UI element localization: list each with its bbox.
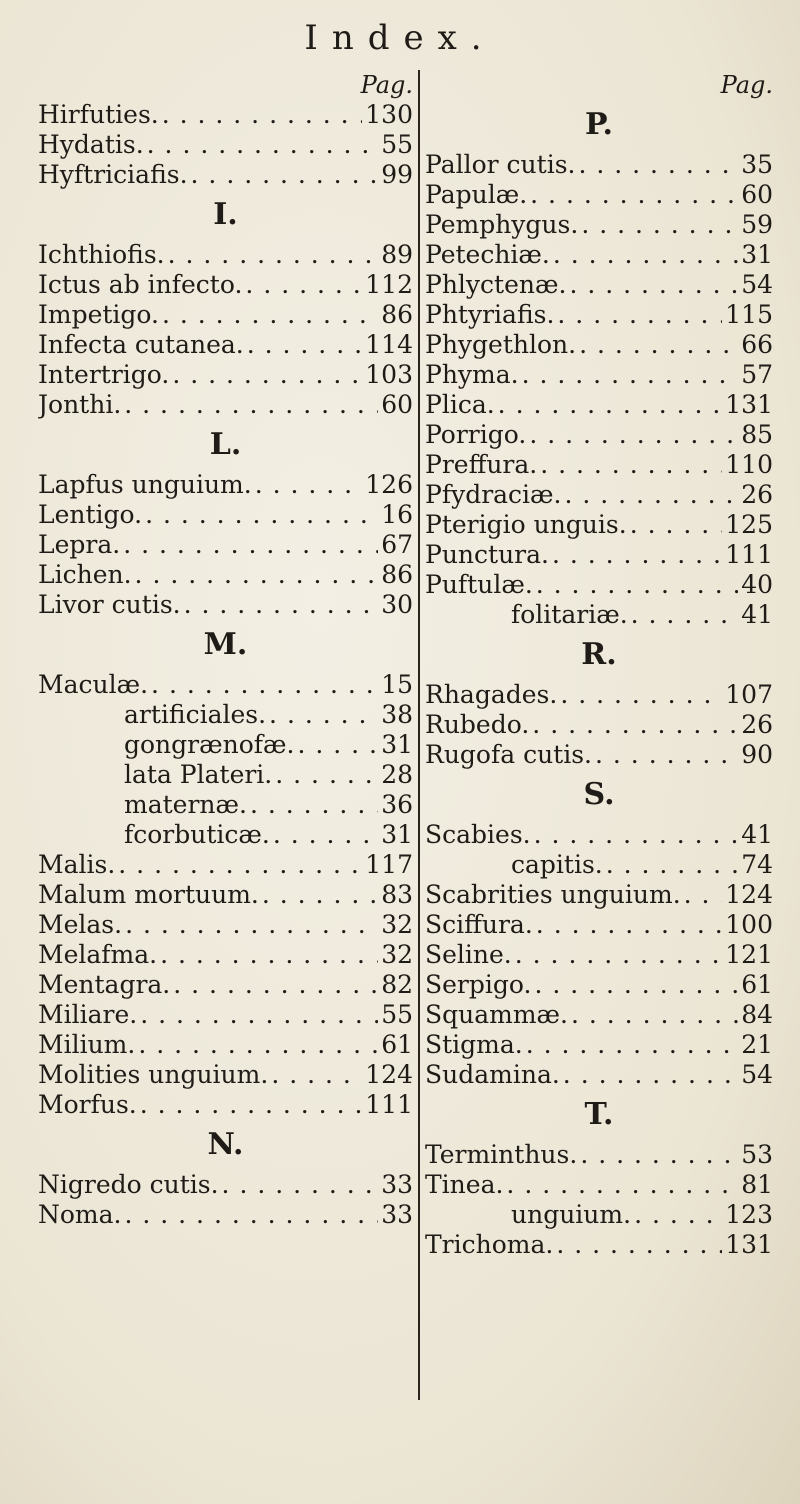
index-entry bbox=[425, 510, 773, 540]
page-column-label: Pag. bbox=[360, 71, 413, 99]
entry-page-number: 31 bbox=[741, 240, 773, 269]
index-entry bbox=[425, 480, 773, 510]
entry-page-number: 54 bbox=[741, 1060, 773, 1089]
entry-page-number: 100 bbox=[725, 910, 773, 939]
index-entry bbox=[38, 100, 413, 130]
index-entry bbox=[38, 300, 413, 330]
dot-leader bbox=[147, 130, 379, 160]
dot-leader bbox=[222, 1170, 379, 1200]
dot-leader bbox=[275, 760, 378, 790]
entry-page-number: 121 bbox=[725, 940, 773, 969]
index-entry bbox=[38, 1170, 413, 1200]
dot-leader bbox=[125, 910, 378, 940]
entry-term: Phtyriafis. bbox=[425, 300, 555, 329]
entry-term: Morfus. bbox=[38, 1090, 137, 1119]
entry-term: Tinea. bbox=[425, 1170, 504, 1199]
entry-page-number: 111 bbox=[365, 1090, 413, 1119]
entry-term: Preffura. bbox=[425, 450, 538, 479]
entry-page-number: 28 bbox=[381, 760, 413, 789]
entry-term: Lichen. bbox=[38, 560, 132, 589]
index-list-left bbox=[38, 100, 413, 1230]
dot-leader bbox=[124, 1200, 378, 1230]
entry-page-number: 89 bbox=[381, 240, 413, 269]
entry-page-number: 86 bbox=[381, 560, 413, 589]
index-entry bbox=[425, 300, 773, 330]
entry-page-number: 110 bbox=[725, 450, 773, 479]
dot-leader bbox=[522, 360, 739, 390]
entry-term: Phygethlon. bbox=[425, 330, 577, 359]
index-entry bbox=[425, 1170, 773, 1200]
entry-term: Lapfus unguium. bbox=[38, 470, 252, 499]
index-entry bbox=[425, 1000, 773, 1030]
entry-page-number: 74 bbox=[741, 850, 773, 879]
dot-leader bbox=[262, 880, 378, 910]
entry-page-number: 38 bbox=[381, 700, 413, 729]
dot-leader bbox=[135, 560, 379, 590]
entry-page-number: 130 bbox=[365, 100, 413, 129]
dot-leader bbox=[560, 680, 722, 710]
entry-term: Miliare. bbox=[38, 1000, 138, 1029]
entry-page-number: 111 bbox=[725, 540, 773, 569]
dot-leader bbox=[118, 850, 362, 880]
entry-term: Pallor cutis. bbox=[425, 150, 576, 179]
dot-leader bbox=[271, 1060, 362, 1090]
entry-term: Rubedo. bbox=[425, 710, 530, 739]
dot-leader bbox=[162, 100, 363, 130]
index-entry bbox=[425, 940, 773, 970]
entry-page-number: 131 bbox=[725, 1230, 773, 1259]
entry-term: Serpigo. bbox=[425, 970, 532, 999]
entry-term: Molities unguium. bbox=[38, 1060, 269, 1089]
entry-term: Impetigo. bbox=[38, 300, 159, 329]
entry-term: Lepra. bbox=[38, 530, 121, 559]
index-entry bbox=[38, 240, 413, 270]
entry-page-number: 126 bbox=[365, 470, 413, 499]
dot-leader bbox=[140, 1090, 363, 1120]
entry-term: Phlyctenæ. bbox=[425, 270, 567, 299]
dot-leader bbox=[172, 360, 362, 390]
index-entry bbox=[425, 740, 773, 770]
entry-page-number: 33 bbox=[381, 1170, 413, 1199]
entry-page-number: 114 bbox=[365, 330, 413, 359]
index-entry bbox=[38, 590, 413, 620]
dot-leader bbox=[684, 880, 723, 910]
index-subentry bbox=[38, 790, 413, 820]
index-subentry bbox=[425, 1200, 773, 1230]
dot-leader bbox=[634, 1200, 722, 1230]
index-entry bbox=[425, 210, 773, 240]
dot-leader bbox=[552, 540, 722, 570]
index-subentry bbox=[425, 850, 773, 880]
index-entry bbox=[425, 150, 773, 180]
entry-page-number: 31 bbox=[381, 730, 413, 759]
index-column-left bbox=[38, 70, 413, 1230]
dot-leader bbox=[526, 1030, 738, 1060]
index-entry bbox=[425, 910, 773, 940]
entry-term: Malis. bbox=[38, 850, 116, 879]
entry-term: Punctura. bbox=[425, 540, 549, 569]
dot-leader bbox=[184, 590, 379, 620]
entry-term: Pterigio unguis. bbox=[425, 510, 627, 539]
entry-term: Melafma. bbox=[38, 940, 158, 969]
entry-term: unguium. bbox=[511, 1200, 632, 1229]
entry-page-number: 124 bbox=[365, 1060, 413, 1089]
entry-page-number: 41 bbox=[741, 600, 773, 629]
index-entry bbox=[425, 540, 773, 570]
dot-leader bbox=[578, 150, 738, 180]
entry-term: maternæ. bbox=[124, 790, 247, 819]
index-entry bbox=[425, 450, 773, 480]
index-entry bbox=[425, 570, 773, 600]
dot-leader bbox=[297, 730, 378, 760]
entry-page-number: 117 bbox=[365, 850, 413, 879]
entry-page-number: 84 bbox=[741, 1000, 773, 1029]
dot-leader bbox=[557, 300, 722, 330]
dot-leader bbox=[529, 420, 738, 450]
entry-term: folitariæ. bbox=[511, 600, 628, 629]
section-letter: N. bbox=[207, 1127, 244, 1162]
entry-term: Malum mortuum. bbox=[38, 880, 259, 909]
entry-page-number: 90 bbox=[741, 740, 773, 769]
entry-page-number: 30 bbox=[381, 590, 413, 619]
entry-term: Phyma. bbox=[425, 360, 519, 389]
index-subentry bbox=[425, 600, 773, 630]
dot-leader bbox=[191, 160, 379, 190]
entry-term: Livor cutis. bbox=[38, 590, 181, 619]
section-letter: S. bbox=[583, 777, 615, 812]
entry-page-number: 125 bbox=[725, 510, 773, 539]
entry-page-number: 32 bbox=[381, 940, 413, 969]
dot-leader bbox=[565, 480, 739, 510]
dot-leader bbox=[123, 530, 378, 560]
entry-page-number: 61 bbox=[381, 1030, 413, 1059]
index-entry bbox=[425, 330, 773, 360]
entry-page-number: 53 bbox=[741, 1140, 773, 1169]
index-entry bbox=[425, 820, 773, 850]
entry-term: Maculæ. bbox=[38, 670, 149, 699]
dot-leader bbox=[631, 600, 739, 630]
index-entry bbox=[425, 1140, 773, 1170]
index-entry bbox=[425, 360, 773, 390]
entry-page-number: 21 bbox=[741, 1030, 773, 1059]
dot-leader bbox=[168, 240, 379, 270]
entry-term: Puftulæ. bbox=[425, 570, 533, 599]
entry-term: Hyftriciafis. bbox=[38, 160, 188, 189]
entry-page-number: 115 bbox=[725, 300, 773, 329]
entry-term: Scabies. bbox=[425, 820, 531, 849]
entry-page-number: 103 bbox=[365, 360, 413, 389]
dot-leader bbox=[145, 500, 378, 530]
dot-leader bbox=[553, 240, 738, 270]
index-entry bbox=[38, 530, 413, 560]
entry-page-number: 124 bbox=[725, 880, 773, 909]
entry-term: Intertrigo. bbox=[38, 360, 170, 389]
entry-term: Pfydraciæ. bbox=[425, 480, 562, 509]
entry-page-number: 66 bbox=[741, 330, 773, 359]
dot-leader bbox=[173, 970, 378, 1000]
index-entry bbox=[425, 1060, 773, 1090]
dot-leader bbox=[571, 1000, 738, 1030]
entry-page-number: 107 bbox=[725, 680, 773, 709]
dot-leader bbox=[530, 180, 738, 210]
entry-term: Lentigo. bbox=[38, 500, 143, 529]
index-entry bbox=[425, 240, 773, 270]
entry-term: Seline. bbox=[425, 940, 512, 969]
entry-page-number: 86 bbox=[381, 300, 413, 329]
dot-leader bbox=[606, 850, 738, 880]
index-subentry bbox=[38, 730, 413, 760]
entry-term: Infecta cutanea. bbox=[38, 330, 244, 359]
dot-leader bbox=[540, 450, 722, 480]
entry-page-number: 82 bbox=[381, 970, 413, 999]
entry-term: Hirfuties. bbox=[38, 100, 159, 129]
index-entry bbox=[425, 880, 773, 910]
entry-page-number: 131 bbox=[725, 390, 773, 419]
entry-page-number: 99 bbox=[381, 160, 413, 189]
index-entry bbox=[38, 670, 413, 700]
entry-term: Papulæ. bbox=[425, 180, 528, 209]
index-subentry bbox=[38, 820, 413, 850]
index-entry bbox=[38, 880, 413, 910]
section-letter: L. bbox=[209, 427, 242, 462]
dot-leader bbox=[245, 270, 362, 300]
index-entry bbox=[425, 680, 773, 710]
index-list-right bbox=[425, 100, 773, 1260]
entry-term: Noma. bbox=[38, 1200, 122, 1229]
index-entry bbox=[425, 1230, 773, 1260]
entry-term: Petechiæ. bbox=[425, 240, 550, 269]
index-entry bbox=[38, 560, 413, 590]
dot-leader bbox=[534, 970, 738, 1000]
dot-leader bbox=[581, 210, 738, 240]
dot-leader bbox=[160, 940, 378, 970]
entry-term: Mentagra. bbox=[38, 970, 171, 999]
index-subentry bbox=[38, 700, 413, 730]
entry-term: Stigma. bbox=[425, 1030, 523, 1059]
index-entry bbox=[425, 1030, 773, 1060]
index-entry bbox=[425, 270, 773, 300]
index-entry bbox=[38, 130, 413, 160]
dot-leader bbox=[536, 910, 722, 940]
entry-page-number: 123 bbox=[725, 1200, 773, 1229]
dot-leader bbox=[273, 820, 378, 850]
index-column-right bbox=[425, 70, 773, 1260]
page-header: Index. bbox=[304, 18, 496, 58]
dot-leader bbox=[250, 790, 378, 820]
entry-term: Melas. bbox=[38, 910, 123, 939]
dot-leader bbox=[630, 510, 723, 540]
index-entry bbox=[38, 470, 413, 500]
entry-page-number: 60 bbox=[381, 390, 413, 419]
entry-page-number: 40 bbox=[741, 570, 773, 599]
entry-term: capitis. bbox=[511, 850, 603, 879]
index-subentry bbox=[38, 760, 413, 790]
entry-term: Squammæ. bbox=[425, 1000, 568, 1029]
index-entry bbox=[38, 1000, 413, 1030]
index-entry bbox=[38, 500, 413, 530]
entry-term: Terminthus. bbox=[425, 1140, 578, 1169]
entry-page-number: 54 bbox=[741, 270, 773, 299]
dot-leader bbox=[569, 270, 738, 300]
dot-leader bbox=[140, 1000, 378, 1030]
index-entry bbox=[425, 420, 773, 450]
index-entry bbox=[425, 390, 773, 420]
entry-term: lata Plateri. bbox=[124, 760, 273, 789]
entry-term: Pemphygus. bbox=[425, 210, 579, 239]
entry-term: Trichoma. bbox=[425, 1230, 554, 1259]
dot-leader bbox=[124, 390, 378, 420]
entry-page-number: 16 bbox=[381, 500, 413, 529]
section-letter: T. bbox=[584, 1097, 614, 1132]
index-entry bbox=[38, 160, 413, 190]
entry-page-number: 55 bbox=[381, 1000, 413, 1029]
entry-page-number: 61 bbox=[741, 970, 773, 999]
index-entry bbox=[38, 1030, 413, 1060]
entry-term: Nigredo cutis. bbox=[38, 1170, 219, 1199]
entry-page-number: 33 bbox=[381, 1200, 413, 1229]
dot-leader bbox=[151, 670, 378, 700]
index-entry bbox=[38, 940, 413, 970]
dot-leader bbox=[556, 1230, 722, 1260]
entry-page-number: 57 bbox=[741, 360, 773, 389]
entry-page-number: 59 bbox=[741, 210, 773, 239]
index-entry bbox=[425, 710, 773, 740]
section-letter: M. bbox=[203, 627, 248, 662]
entry-term: Rhagades. bbox=[425, 680, 558, 709]
section-letter: R. bbox=[581, 637, 617, 672]
entry-term: artificiales. bbox=[124, 700, 267, 729]
entry-page-number: 55 bbox=[381, 130, 413, 159]
index-entry bbox=[38, 360, 413, 390]
page-column-label: Pag. bbox=[720, 71, 773, 99]
dot-leader bbox=[536, 570, 738, 600]
section-letter: I. bbox=[213, 197, 238, 232]
dot-leader bbox=[579, 330, 738, 360]
index-entry bbox=[425, 180, 773, 210]
section-letter: P. bbox=[584, 107, 614, 142]
entry-term: Scabrities unguium. bbox=[425, 880, 681, 909]
entry-term: Ictus ab infecto. bbox=[38, 270, 243, 299]
entry-page-number: 32 bbox=[381, 910, 413, 939]
entry-term: Plica. bbox=[425, 390, 495, 419]
dot-leader bbox=[247, 330, 363, 360]
entry-term: fcorbuticæ. bbox=[124, 820, 270, 849]
dot-leader bbox=[138, 1030, 378, 1060]
entry-page-number: 83 bbox=[381, 880, 413, 909]
index-entry bbox=[425, 970, 773, 1000]
entry-page-number: 81 bbox=[741, 1170, 773, 1199]
entry-page-number: 60 bbox=[741, 180, 773, 209]
entry-page-number: 35 bbox=[741, 150, 773, 179]
entry-page-number: 36 bbox=[381, 790, 413, 819]
dot-leader bbox=[532, 710, 738, 740]
entry-page-number: 26 bbox=[741, 480, 773, 509]
dot-leader bbox=[498, 390, 723, 420]
index-entry bbox=[38, 390, 413, 420]
entry-page-number: 85 bbox=[741, 420, 773, 449]
entry-page-number: 67 bbox=[381, 530, 413, 559]
index-entry bbox=[38, 850, 413, 880]
dot-leader bbox=[269, 700, 378, 730]
entry-term: Rugofa cutis. bbox=[425, 740, 593, 769]
entry-term: Porrigo. bbox=[425, 420, 527, 449]
column-divider bbox=[418, 70, 420, 1400]
index-entry bbox=[38, 970, 413, 1000]
entry-term: Ichthiofis. bbox=[38, 240, 165, 269]
dot-leader bbox=[563, 1060, 738, 1090]
dot-leader bbox=[506, 1170, 738, 1200]
index-entry bbox=[38, 330, 413, 360]
entry-page-number: 15 bbox=[381, 670, 413, 699]
entry-term: Sciffura. bbox=[425, 910, 533, 939]
entry-page-number: 31 bbox=[381, 820, 413, 849]
index-entry bbox=[38, 270, 413, 300]
entry-term: Hydatis. bbox=[38, 130, 144, 159]
entry-page-number: 26 bbox=[741, 710, 773, 739]
entry-term: Sudamina. bbox=[425, 1060, 560, 1089]
entry-term: Jonthi. bbox=[38, 390, 122, 419]
entry-term: Milium. bbox=[38, 1030, 136, 1059]
dot-leader bbox=[162, 300, 378, 330]
dot-leader bbox=[595, 740, 738, 770]
dot-leader bbox=[515, 940, 723, 970]
entry-term: gongrænofæ. bbox=[124, 730, 295, 759]
entry-page-number: 112 bbox=[365, 270, 413, 299]
index-entry bbox=[38, 1200, 413, 1230]
entry-page-number: 41 bbox=[741, 820, 773, 849]
dot-leader bbox=[255, 470, 363, 500]
index-entry bbox=[38, 1090, 413, 1120]
dot-leader bbox=[580, 1140, 738, 1170]
index-entry bbox=[38, 910, 413, 940]
dot-leader bbox=[534, 820, 739, 850]
index-entry bbox=[38, 1060, 413, 1090]
